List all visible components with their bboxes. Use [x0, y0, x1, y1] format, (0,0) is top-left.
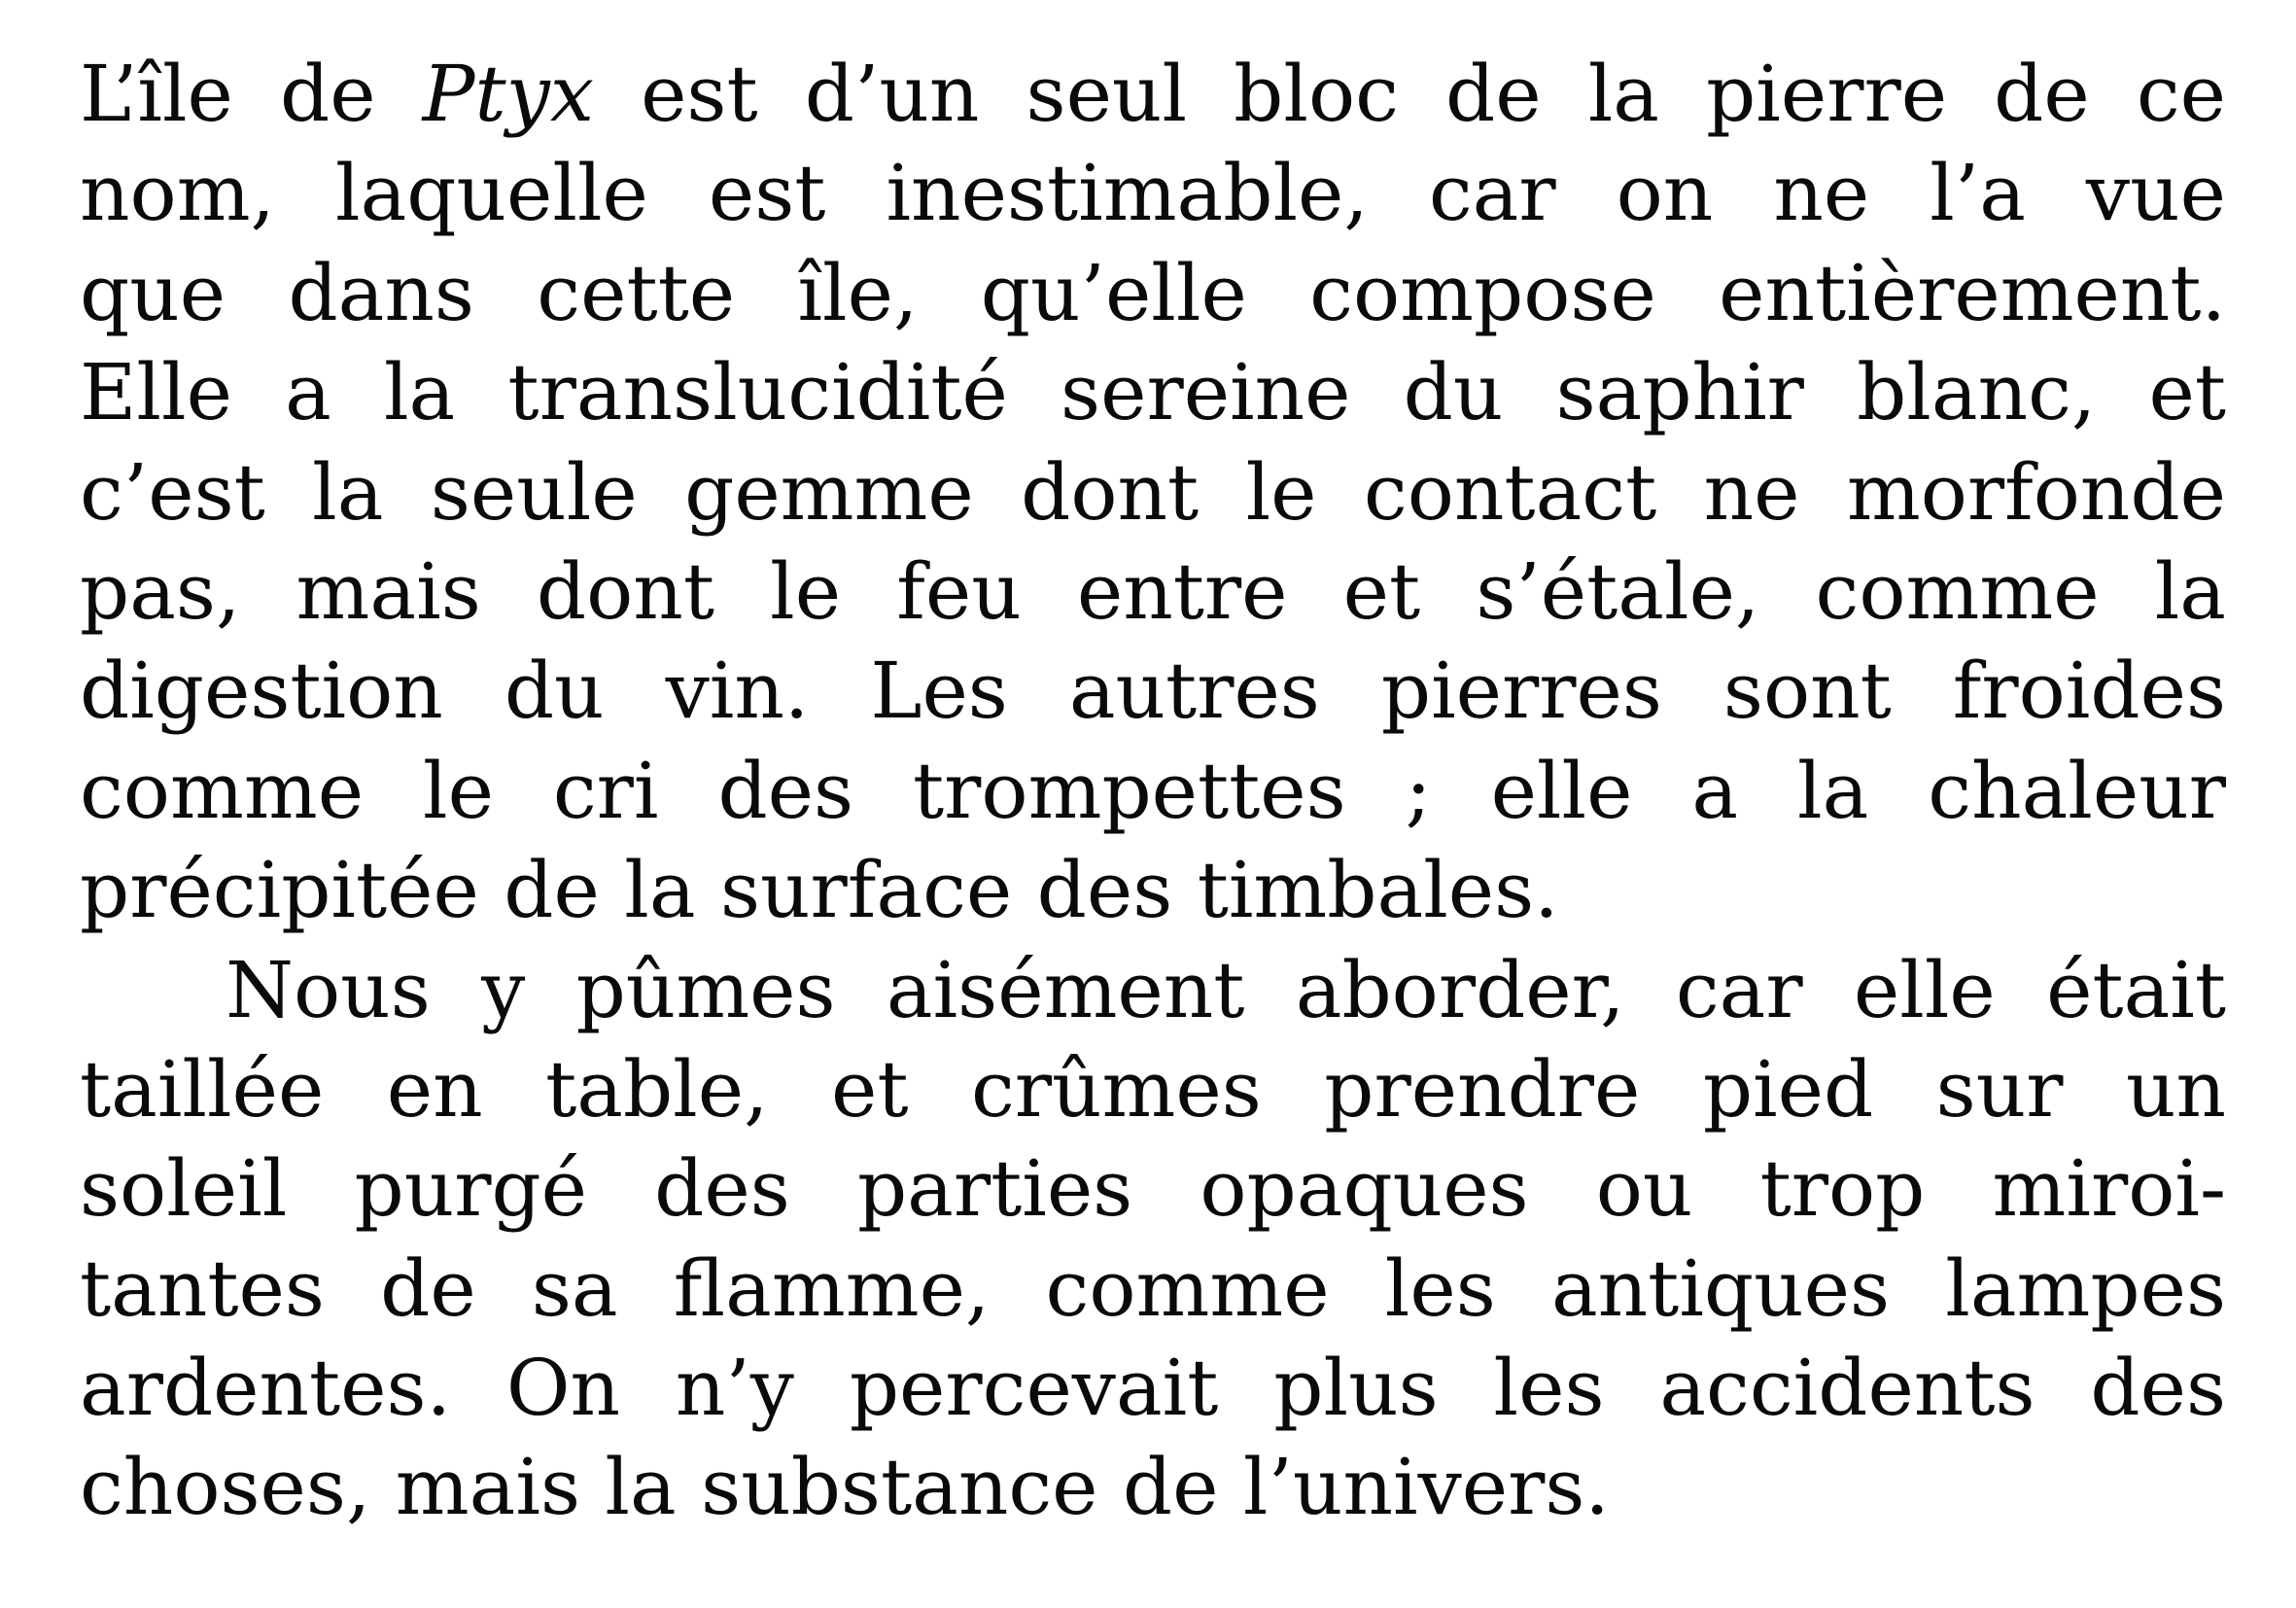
text-line: c’est la seule gemme dont le contact ne morfonde: [80, 446, 2226, 538]
document-page: [80, 45, 2226, 1538]
paragraph-1: [80, 45, 2226, 941]
text-line: que dans cette île, qu’elle compose entièrement.: [80, 247, 2226, 338]
text-line: Nous y pûmes aisément aborder, car elle était: [226, 944, 2226, 1035]
text-line: taillée en table, et crûmes prendre pied sur un: [80, 1043, 2226, 1135]
text-line: pas, mais dont le feu entre et s’étale, comme la: [80, 545, 2226, 637]
paragraph-2: [80, 941, 2226, 1538]
text-line: Elle a la translucidité sereine du saphir blanc, et: [80, 347, 2226, 438]
text-line: précipitée de la surface des timbales.: [80, 845, 1559, 936]
text-line: nom, laquelle est inestimable, car on ne l’a vue: [80, 148, 2226, 239]
text-line: choses, mais la substance de l’univers.: [80, 1442, 1610, 1533]
text-line: ardentes. On n’y percevait plus les accidents des: [80, 1343, 2226, 1434]
text-line: [80, 45, 2226, 144]
text-line: soleil purgé des parties opaques ou trop miroi-: [80, 1143, 2226, 1235]
text-line-end: est d’un seul bloc de la pierre de ce: [593, 49, 2226, 139]
text-line: comme le cri des trompettes ; elle a la chaleur: [80, 745, 2226, 836]
text-line-start: L’île de: [80, 49, 423, 139]
text-line: tantes de sa flamme, comme les antiques lampes: [80, 1242, 2226, 1334]
italic-word-ptyx: Ptyx: [422, 49, 594, 139]
text-line: digestion du vin. Les autres pierres sont froides: [80, 646, 2226, 737]
